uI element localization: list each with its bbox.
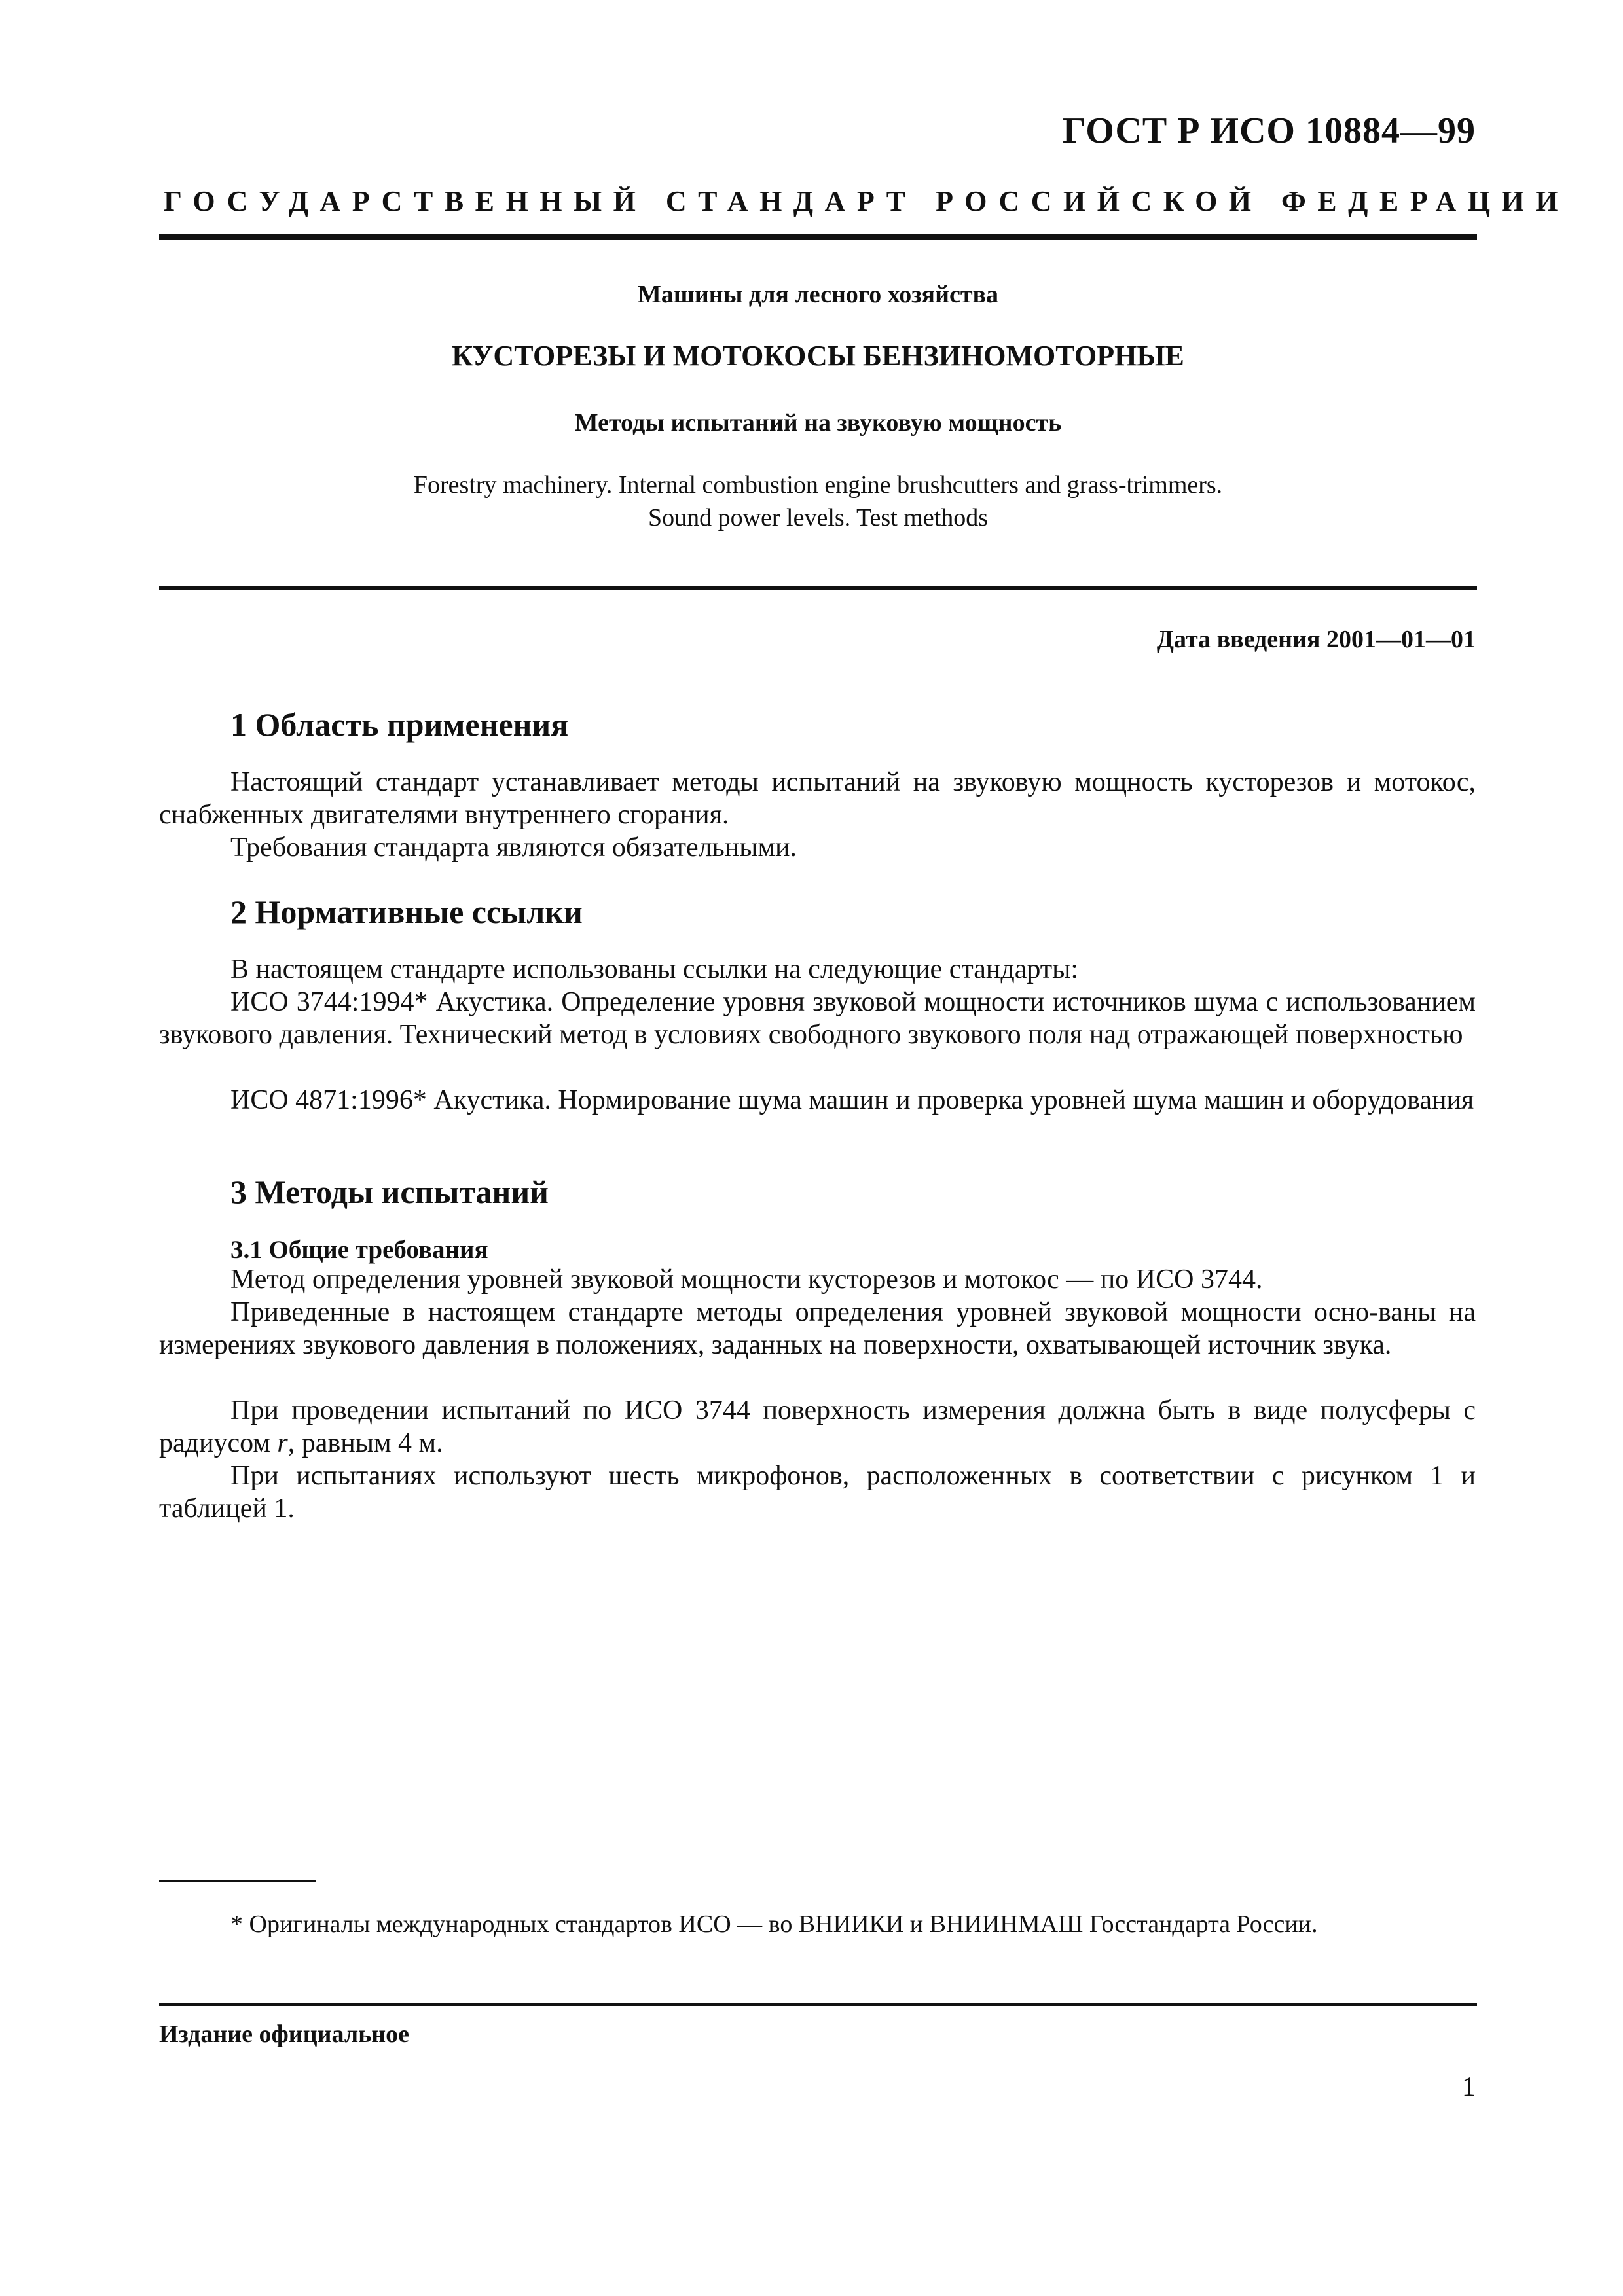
footnote-rule	[159, 1880, 316, 1882]
section-3-paragraph-3	[159, 1394, 1476, 1460]
header-rule	[159, 234, 1477, 240]
document-title: КУСТОРЕЗЫ И МОТОКОСЫ БЕНЗИНОМОТОРНЫЕ	[452, 340, 1184, 372]
title-rule	[159, 586, 1477, 590]
section-3-paragraph-3-a: При проведении испытаний по ИСО 3744 поверхность измерения должна быть в виде полусферы с радиусом	[159, 1395, 1476, 1458]
section-1-heading: 1 Область применения	[230, 706, 569, 743]
section-2-heading: 2 Нормативные ссылки	[230, 893, 583, 930]
english-title-line-2: Sound power levels. Test methods	[647, 504, 989, 531]
introduction-date: Дата введения 2001—01—01	[1156, 626, 1476, 653]
english-title	[159, 469, 1477, 534]
section-3-paragraph-4: При испытаниях используют шесть микрофонов, расположенных в соответствии с рисунком 1 и таблицей 1.	[159, 1461, 1476, 1524]
edition-label: Издание официальное	[159, 2020, 410, 2048]
section-1-paragraph-1: Настоящий стандарт устанавливает методы испытаний на звуковую мощность кусторезов и мотокос, снабженных двигателями внутреннего сгорания.	[159, 767, 1476, 830]
document-subtitle: Машины для лесного хозяйства	[637, 281, 999, 308]
section-3-heading: 3 Методы испытаний	[230, 1174, 549, 1210]
radius-symbol: r	[277, 1428, 288, 1458]
section-3-1-heading: 3.1 Общие требования	[230, 1236, 488, 1264]
reference-iso-4871: ИСО 4871:1996* Акустика. Нормирование шума машин и проверка уровней шума машин и оборудования	[230, 1085, 1474, 1115]
section-2-paragraph-1: В настоящем стандарте использованы ссылки на следующие стандарты:	[230, 954, 1079, 984]
document-code: ГОСТ Р ИСО 10884—99	[1062, 111, 1476, 151]
section-3-paragraph-1: Метод определения уровней звуковой мощности кусторезов и мотокос — по ИСО 3744.	[230, 1265, 1263, 1295]
section-3-paragraph-2: Приведенные в настоящем стандарте методы определения уровней звуковой мощности осно-ваны на измерениях звукового давления в положениях, заданных на поверхности, охватывающей источник звука.	[159, 1297, 1476, 1360]
section-3-paragraph-3-b: , равным 4 м.	[287, 1428, 443, 1458]
english-title-line-1: Forestry machinery. Internal combustion engine brushcutters and grass-trimmers.	[413, 471, 1223, 499]
footer-rule	[159, 2003, 1477, 2006]
page-number: 1	[1462, 2072, 1476, 2102]
reference-iso-3744: ИСО 3744:1994* Акустика. Определение уровня звуковой мощности источников шума с использованием звукового давления. Технический метод в условиях свободного звукового поля над отражающей поверхностью	[159, 987, 1476, 1050]
section-1-paragraph-2: Требования стандарта являются обязательными.	[230, 833, 797, 863]
document-methods-title: Методы испытаний на звуковую мощность	[574, 409, 1062, 437]
footnote: * Оригиналы международных стандартов ИСО — во ВНИИКИ и ВНИИНМАШ Госстандарта России.	[230, 1910, 1318, 1938]
state-standard-header: ГОСУДАРСТВЕННЫЙ СТАНДАРТ РОССИЙСКОЙ ФЕДЕРАЦИИ	[164, 185, 1569, 217]
